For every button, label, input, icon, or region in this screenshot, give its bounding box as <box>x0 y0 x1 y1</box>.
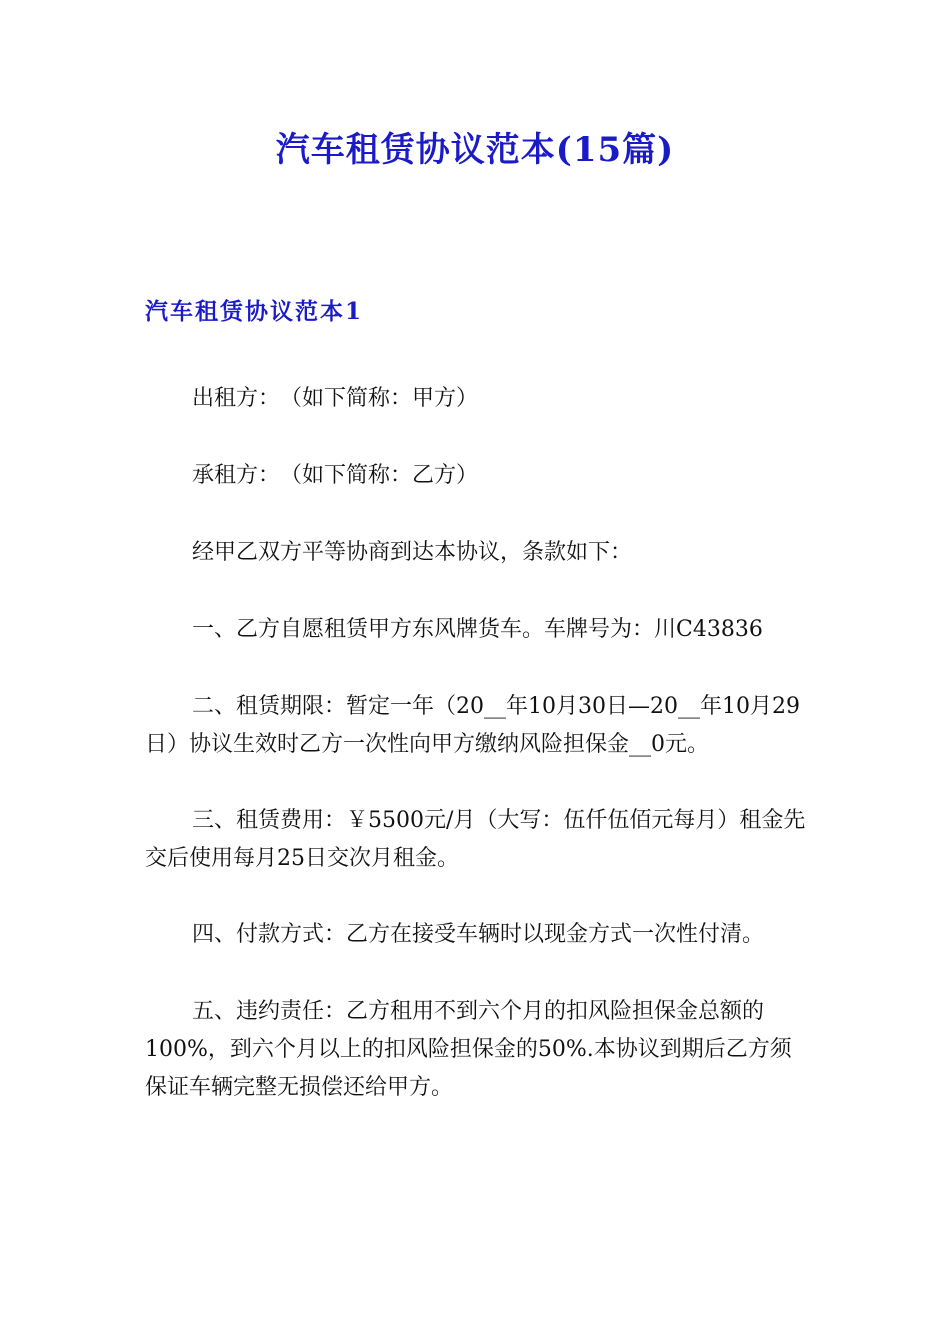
paragraph-clause-3: 三、租赁费用：￥5500元/月（大写：伍仟伍佰元每月）租金先交后使用每月25日交次月租金。 <box>145 808 806 871</box>
paragraph-clause-5: 五、违约责任：乙方租用不到六个月的扣风险担保金总额的100%，到六个月以上的扣风险担保金的50%.本协议到期后乙方须保证车辆完整无损偿还给甲方。 <box>145 999 792 1100</box>
paragraph-intro: 经甲乙双方平等协商到达本协议，条款如下： <box>192 540 633 565</box>
paragraph-clause-2: 二、租赁期限：暂定一年（20__年10月30日—20__年10月29日）协议生效时乙方一次性向甲方缴纳风险担保金__0元。 <box>145 694 800 757</box>
document-title: 汽车租赁协议范本(15篇) <box>275 130 675 170</box>
paragraph-lessor: 出租方： （如下简称：甲方） <box>192 386 479 411</box>
section-title: 汽车租赁协议范本1 <box>145 298 364 325</box>
paragraph-clause-4: 四、付款方式：乙方在接受车辆时以现金方式一次性付清。 <box>192 922 765 947</box>
paragraph-lessee: 承租方： （如下简称：乙方） <box>192 463 479 488</box>
document-body <box>145 380 810 1145</box>
paragraph-clause-1: 一、乙方自愿租赁甲方东风牌货车。车牌号为：川C43836 <box>192 617 763 642</box>
